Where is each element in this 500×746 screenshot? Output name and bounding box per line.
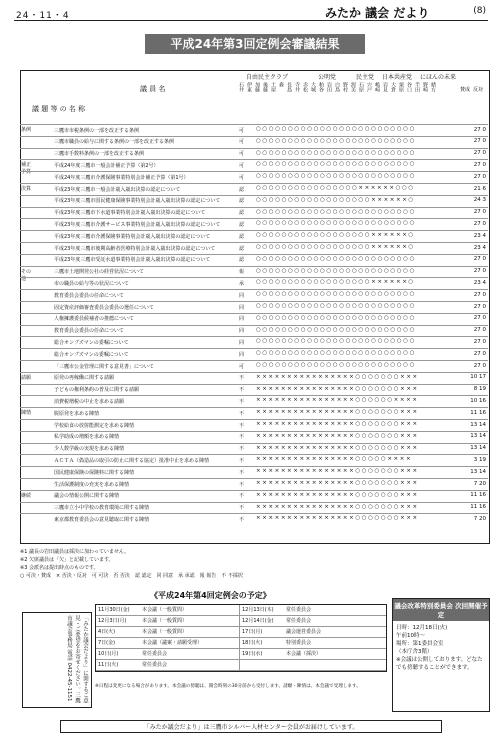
vote-tally: 27 0 xyxy=(473,315,486,322)
schedule-cell: 10日(月) xyxy=(98,651,119,657)
table-row xyxy=(20,419,488,431)
schedule-cell: 本会議（一般質問） xyxy=(140,627,240,637)
table-row xyxy=(20,478,488,490)
category-label: 陳情 xyxy=(21,410,32,417)
schedule-cell xyxy=(240,660,284,670)
legend xyxy=(20,548,488,580)
result-mark: 不 xyxy=(239,446,245,453)
result-mark: 同 xyxy=(239,292,245,299)
vote-marks: ○○○○○○○○○○○○○○○○○○××××××○ xyxy=(256,279,415,286)
result-mark: 不 xyxy=(239,434,245,441)
next-meeting-title: 議会改革特別委員会 次回開催予定 xyxy=(393,599,489,621)
vote-tally: 7 20 xyxy=(473,515,486,522)
agenda-item-name: 脱原発を求める陳情 xyxy=(54,410,100,417)
agenda-item-name: 平成23年度三鷹市後期高齢者医療特別会計歳入歳出決算の認定について xyxy=(54,245,216,252)
member-name: 粕谷 xyxy=(318,82,324,92)
member-name: 岩見 xyxy=(382,82,388,92)
member-name: 渥美 xyxy=(350,82,356,92)
member-name: 石井 xyxy=(238,82,244,92)
agenda-item-name: 原発の再稼働に関する請願 xyxy=(54,375,115,382)
next-meeting-line: ※会議は公開しております。どなたでも傍聴することができます。 xyxy=(396,657,483,671)
schedule-row xyxy=(96,605,386,616)
vote-tally: 7 20 xyxy=(473,480,486,487)
agenda-item-name: 三鷹市手数料条例の一部を改正する条例 xyxy=(54,151,145,158)
schedule-row xyxy=(96,627,386,638)
member-name: 宍戸 xyxy=(366,82,372,92)
agenda-item-name: 消費税増税の中止を求める請願 xyxy=(54,398,125,405)
agenda-item-name: 教育委員会委員の任命について xyxy=(54,292,124,299)
contact-box: 「みたか議会だより」に関するご意見・ご要望をお寄せください。三鷹市議会事務局 電話 0422-45-1151 xyxy=(22,612,92,708)
result-mark: 不 xyxy=(239,469,245,476)
result-mark: 可 xyxy=(239,139,245,146)
page-title: 平成24年第3回定例会審議結果 xyxy=(145,34,365,54)
vote-marks: ○○○○○○○○○○○○○○○○○○○○○○○○○ xyxy=(256,126,416,132)
result-mark: 認 xyxy=(239,198,245,205)
table-row xyxy=(20,195,488,207)
tally-label: 賛成 xyxy=(460,87,471,93)
table-row xyxy=(20,513,488,525)
result-mark: 同 xyxy=(239,328,245,335)
result-mark: 不 xyxy=(239,505,245,512)
vote-tally: 11 16 xyxy=(470,504,486,511)
agenda-item-name: 平成23年度三鷹市介護サービス事業特別会計歳入歳出決算の認定について xyxy=(54,221,221,228)
table-row xyxy=(20,289,488,301)
agenda-item-name: 平成23年度三鷹市国民健康保険事業特別会計歳入歳出決算の認定について xyxy=(54,198,221,205)
vote-tally: 10 17 xyxy=(470,374,486,381)
result-mark: 不 xyxy=(239,387,245,394)
agenda-item-name: 「三鷹市公金管理に関する意見書」について xyxy=(54,363,154,370)
party-label: にほんの未来 xyxy=(420,74,457,81)
legend-item: ○ 可決・賛成 × 否決・反対 可 可決 否 否決 認 認定 同 同意 承 承認 報 報告 不 不採択 xyxy=(20,573,243,579)
result-mark: 報 xyxy=(239,269,245,276)
vote-marks: ××××××××××××××××○○○○○○○××× xyxy=(256,373,419,380)
schedule-cell: 常任委員会 xyxy=(140,649,240,659)
vote-tally: 27 0 xyxy=(473,303,486,310)
page-number: (8) xyxy=(473,6,486,16)
legend-item: ※1 議長の岩田議員は採決に加わっていません。 xyxy=(20,549,130,555)
result-mark: 同 xyxy=(239,316,245,323)
vote-marks: ××××××××××××××××○○○○○×××× xyxy=(256,456,413,463)
vote-marks: ○○○○○○○○○○○○○○○○○○○○○○○○○ xyxy=(256,303,416,309)
vote-marks: ××××××××××××××××○○○○○○○××× xyxy=(256,491,419,498)
result-mark: 承 xyxy=(239,280,245,287)
vote-marks: ○○○○○○○○○○○○○○○○○○○○○○○○○ xyxy=(256,137,416,144)
agenda-item-name: 少人数学級の実現を求める陳情 xyxy=(54,446,125,453)
schedule-cell: 7日(金) xyxy=(98,640,116,646)
category-label: 補正予算 xyxy=(21,162,32,176)
vote-tally: 8 19 xyxy=(473,386,486,393)
vote-marks: ××××××××××××××××○○○○○○×××× xyxy=(256,397,419,404)
member-name: 寺井 xyxy=(294,82,300,92)
table-row xyxy=(20,454,488,466)
agenda-header: 議 題 等 の 名 称 xyxy=(32,105,86,113)
member-name: 大倉 xyxy=(390,82,396,92)
legend-item: ※2 欠席議員は「欠」と記載しています。 xyxy=(20,557,114,563)
result-mark: 不 xyxy=(239,398,245,405)
table-row xyxy=(20,171,488,183)
party-label: 日本共産党 xyxy=(382,74,413,81)
vote-marks: ○○○○○○○○○○○○○○○○○○××××××○ xyxy=(256,196,415,203)
agenda-item-name: 学校給食の放射能測定を求める陳情 xyxy=(54,422,135,429)
schedule-cell: 4日(火) xyxy=(98,629,116,635)
vote-marks: ××××××××××××××××○○○○○○○××× xyxy=(256,432,419,439)
table-row xyxy=(20,159,488,176)
agenda-item-name: 固定資産評価審査委員会委員の選任について xyxy=(54,304,154,311)
table-row xyxy=(20,124,488,136)
agenda-item-name: 平成24年度三鷹市一般会計補正予算（第2号） xyxy=(54,162,159,169)
vote-tally: 23 4 xyxy=(473,232,486,239)
schedule-table xyxy=(95,604,387,672)
vote-marks: ○○○○○○○○○○○○○○○○○○○○○○○○○ xyxy=(256,220,416,227)
schedule-cell: 17日(月) xyxy=(242,629,263,635)
agenda-item-name: 平成23年度三鷹市受託水道事業特別会計歳入歳出決算の認定について xyxy=(54,257,211,264)
table-row xyxy=(20,230,488,242)
vote-tally: 27 0 xyxy=(473,338,486,345)
vote-tally: 27 0 xyxy=(473,150,486,157)
next-meeting-box xyxy=(392,598,490,712)
vote-tally: 21 6 xyxy=(473,185,486,192)
result-mark: 可 xyxy=(239,127,245,134)
next-meeting-line: （本庁舎3階） xyxy=(396,649,433,655)
party-label: 公明党 xyxy=(318,74,337,81)
vote-marks: ○○○○○○○○○○○○○○○○○○○○○○○○○ xyxy=(256,350,416,357)
result-mark: 認 xyxy=(239,186,245,193)
party-label: 民主党 xyxy=(356,74,375,81)
agenda-item-name: 議会の情報公開に関する陳情 xyxy=(54,493,120,500)
category-label: 条例 xyxy=(21,127,32,133)
vote-tally: 24 3 xyxy=(473,197,486,204)
vote-marks: ○○○○○○○○○○○○○○○○○○○○○○○○○ xyxy=(256,326,416,333)
result-mark: 不 xyxy=(239,516,245,523)
schedule-row xyxy=(96,649,386,660)
vote-tally: 27 0 xyxy=(473,362,486,369)
agenda-item-name: 三鷹市立小中学校の教育環境に関する陳情 xyxy=(54,505,150,512)
legend-item: ※3 会派名は提出時点のものです。 xyxy=(20,565,99,571)
vote-marks: ××××××××××××××××○○○○○○○××× xyxy=(256,421,419,427)
table-row xyxy=(20,325,488,337)
schedule-row xyxy=(96,660,386,671)
table-row xyxy=(20,490,488,502)
member-name: 谷口 xyxy=(406,82,412,92)
vote-marks: ××××××××××××××××○○○○○○○××× xyxy=(256,480,419,486)
vote-marks: ××××××××××××××××○○○○○○○××× xyxy=(256,444,419,451)
members-header: 議 員 名 xyxy=(140,85,166,93)
schedule-title: 《平成24年第4回定例会の予定》 xyxy=(150,591,271,600)
table-row xyxy=(20,407,488,419)
schedule-cell: 11日(火) xyxy=(98,662,119,668)
category-label: その他 xyxy=(21,268,32,282)
vote-marks: ○○○○○○○○○○○○○○○○○○○○○○○○○ xyxy=(256,255,416,262)
member-columns xyxy=(236,82,466,122)
table-row xyxy=(20,242,488,254)
schedule-row xyxy=(96,638,386,649)
schedule-cell: 本会議（一般質問） xyxy=(140,605,240,615)
result-mark: 不 xyxy=(239,422,245,429)
agenda-item-name: ＡＣＴＡ（偽造品の取引の防止に関する協定）批准中止を求める陳情 xyxy=(54,457,210,464)
table-row xyxy=(20,301,488,313)
table-row xyxy=(20,372,488,384)
schedule-note: ※日程は変更になる場合があります。本会議の傍聴は、開会時刻の30分前から受付します。請願・陳情は、本会議で受理します。 xyxy=(95,684,361,689)
category-label: 決算 xyxy=(21,186,32,192)
vote-tally: 13 14 xyxy=(470,421,486,428)
vote-marks: ○○○○○○○○○○○○○○○○○○○○○○○○○ xyxy=(256,338,416,345)
vote-marks: ××××××××××××××××○○○○○○○××× xyxy=(256,503,419,510)
table-row xyxy=(20,313,488,325)
agenda-item-name: 総合オンブズマンの委嘱について xyxy=(54,351,129,358)
member-name: 土屋 xyxy=(270,82,276,92)
schedule-cell: 議会運営委員会 xyxy=(286,629,322,635)
vote-marks: ○○○○○○○○○○○○○○○○○○××××××○ xyxy=(256,232,415,239)
vote-marks: ○○○○○○○○○○○○○○○○○○××××××○ xyxy=(256,244,415,250)
table-row xyxy=(20,360,488,372)
vote-tally: 10 16 xyxy=(470,397,486,404)
member-name: 伊東 xyxy=(246,82,252,92)
schedule-cell: 18日(火) xyxy=(242,640,263,646)
result-mark: 不 xyxy=(239,481,245,488)
vote-marks: ○○○○○○○○○○○○○○○○○○○○○○○○○ xyxy=(256,173,416,180)
result-mark: 不 xyxy=(239,375,245,382)
vote-marks: ○○○○○○○○○○○○○○○○○○○○○○○○○ xyxy=(256,161,416,168)
newsletter-title: みたか 議会 だより xyxy=(325,6,430,20)
table-row xyxy=(20,254,488,266)
vote-tally: 27 0 xyxy=(473,350,486,357)
next-meeting-line: 場所：第1委員会室 xyxy=(396,641,444,647)
agenda-item-name: 三鷹市職員の給与に関する条例の一部を改正する条例 xyxy=(54,139,175,146)
result-mark: 可 xyxy=(239,363,245,370)
schedule-cell: 常任委員会 xyxy=(286,607,312,613)
member-name: 野崎 xyxy=(422,82,428,92)
agenda-item-name: 平成23年度三鷹市下水道事業特別会計歳入歳出決算の認定について xyxy=(54,210,206,217)
footer-note: 「みたか議会だより」は三鷹市シルバー人材センター会員がお届けしています。 xyxy=(60,720,442,733)
table-row xyxy=(20,384,488,396)
vote-tally: 27 0 xyxy=(473,220,486,227)
member-name: 白鳥 xyxy=(334,82,340,92)
agenda-item-name: 教育委員会委員の任命について xyxy=(54,328,124,335)
result-mark: 認 xyxy=(239,221,245,228)
vote-tally: 3 19 xyxy=(473,456,486,463)
vote-tally: 27 0 xyxy=(473,209,486,216)
schedule-cell: 19日(水) xyxy=(242,651,263,657)
table-row xyxy=(20,502,488,514)
schedule-cell: 常任委員会 xyxy=(140,660,240,670)
schedule-cell: 本会議（採決） xyxy=(286,651,322,657)
schedule-cell: 特別委員会 xyxy=(286,640,312,646)
result-mark: 不 xyxy=(239,410,245,417)
agenda-item-name: 人権擁護委員候補者の推薦について xyxy=(54,316,134,323)
schedule-row xyxy=(96,616,386,627)
table-header xyxy=(20,72,230,122)
table-row xyxy=(20,183,488,195)
agenda-item-name: 総合オンブズマンの委嘱について xyxy=(54,339,129,346)
result-mark: 可 xyxy=(239,151,245,158)
vote-marks: ○○○○○○○○○○○○○○○○○○○○○○○○○ xyxy=(256,362,416,368)
vote-tally: 13 14 xyxy=(470,445,486,452)
table-row xyxy=(20,277,488,289)
agenda-item-name: 生活保護制度の充実を求める陳情 xyxy=(54,481,130,488)
agenda-item-name: 平成23年度三鷹市一般会計歳入歳出決算の認定について xyxy=(54,186,181,193)
agenda-item-name: 平成24年度三鷹市介護保険事業特別会計補正予算（第1号） xyxy=(54,174,189,181)
vote-marks: ○○○○○○○○○○○○○○○○××××××○○○ xyxy=(256,185,415,191)
next-meeting-line: 午前10時〜 xyxy=(396,633,425,639)
table-row xyxy=(20,336,488,348)
vote-tally: 13 14 xyxy=(470,433,486,440)
vote-tally: 27 0 xyxy=(473,126,486,133)
agenda-item-name: 三鷹市市税条例の一部を改正する条例 xyxy=(54,127,140,134)
category-label: 請願 xyxy=(21,374,32,381)
vote-marks: ○○○○○○○○○○○○○○○○○○○○○○○○○ xyxy=(256,208,416,215)
agenda-item-name: 子どもの権利条約の普及に関する請願 xyxy=(54,387,140,394)
table-row xyxy=(20,148,488,160)
vote-tally: 27 0 xyxy=(473,138,486,145)
member-name: 赤松 xyxy=(302,82,308,92)
agenda-item-name: 私学助成の増額を求める陳情 xyxy=(54,434,120,441)
member-name: 長島 xyxy=(286,82,292,92)
next-meeting-line: 日時：12月18日(火) xyxy=(396,625,448,631)
vote-marks: ××××××××××××××××○○○○○○○××× xyxy=(256,468,419,475)
vote-tally: 27 0 xyxy=(473,256,486,263)
schedule-cell: 12月14日(金) xyxy=(242,618,274,624)
issue-date: 24・11・4 xyxy=(16,11,70,21)
member-name: 石原 xyxy=(358,82,364,92)
member-name: 緒方 xyxy=(430,82,436,92)
schedule-cell xyxy=(284,660,288,670)
member-name: 大城 xyxy=(310,82,316,92)
schedule-cell: 12月3日(月) xyxy=(98,618,127,624)
table-row xyxy=(20,395,488,407)
result-mark: 認 xyxy=(239,233,245,240)
vote-marks: ○○○○○○○○○○○○○○○○○○○○○○○○○ xyxy=(256,267,416,274)
vote-marks: ××××××××××××××××○○○○○○○××× xyxy=(256,409,419,416)
category-label: 継続 xyxy=(21,492,32,499)
table-row xyxy=(20,348,488,360)
member-name: 半田 xyxy=(414,82,420,92)
table-row xyxy=(20,136,488,148)
vote-marks: ××××××××××××××××○○○○○○○××× xyxy=(256,385,419,392)
table-row xyxy=(20,431,488,443)
vote-tally: 27 0 xyxy=(473,161,486,168)
schedule-cell: 12月13日(木) xyxy=(242,607,274,613)
member-name: 加藤 xyxy=(254,82,260,92)
vote-tally: 11 16 xyxy=(470,492,486,499)
result-mark: 不 xyxy=(239,493,245,500)
agenda-item-name: 三鷹市土地開発公社の経営状況について xyxy=(54,269,144,276)
vote-tally: 27 0 xyxy=(473,268,486,275)
table-row xyxy=(20,466,488,478)
agenda-item-name: 平成23年度三鷹市介護保険事業特別会計歳入歳出決算の認定について xyxy=(54,233,211,240)
member-name: 後藤 xyxy=(262,82,268,92)
schedule-cell: 常任委員会 xyxy=(286,618,312,624)
result-mark: 同 xyxy=(239,351,245,358)
vote-tally: 13 14 xyxy=(470,468,486,475)
agenda-item-name: 東京都教育委員会の意見聴取に関する陳情 xyxy=(54,516,150,523)
result-mark: 可 xyxy=(239,174,245,181)
party-label: 自由民主クラブ xyxy=(246,74,289,81)
table-row xyxy=(20,443,488,455)
table-row xyxy=(20,207,488,219)
agenda-item-name: 国民健康保険の保険料に関する陳情 xyxy=(54,469,135,476)
table-row xyxy=(20,218,488,230)
table-row xyxy=(20,266,488,282)
result-mark: 同 xyxy=(239,339,245,346)
vote-marks: ○○○○○○○○○○○○○○○○○○○○○○○○○ xyxy=(256,291,416,298)
member-name: 嶋崎 xyxy=(374,82,380,92)
vote-tally: 23 4 xyxy=(473,244,486,251)
result-mark: 同 xyxy=(239,304,245,311)
schedule-cell: 11月30日(金) xyxy=(98,607,130,613)
result-mark: 認 xyxy=(239,257,245,264)
vote-tally: 27 0 xyxy=(473,291,486,298)
member-name: 森 xyxy=(278,82,284,87)
result-mark: 認 xyxy=(239,210,245,217)
agenda-item-name: 市の職員の給与等の状況について xyxy=(54,280,129,287)
member-name: 岩田 xyxy=(326,82,332,92)
vote-tally: 27 0 xyxy=(473,327,486,334)
vote-tally: 27 0 xyxy=(473,173,486,180)
member-name: 野村 xyxy=(342,82,348,92)
vote-marks: ××××××××××××××××○○○○○○○××× xyxy=(256,515,419,522)
result-mark: 認 xyxy=(239,245,245,252)
result-mark: 可 xyxy=(239,162,245,169)
member-name: 栗原 xyxy=(398,82,404,92)
tally-label: 反対 xyxy=(473,87,484,93)
vote-tally: 11 16 xyxy=(470,409,486,416)
result-mark: 不 xyxy=(239,457,245,464)
vote-tally: 23 4 xyxy=(473,279,486,286)
vote-marks: ○○○○○○○○○○○○○○○○○○○○○○○○○ xyxy=(256,149,416,156)
schedule-cell: 本会議（一般質問） xyxy=(140,616,240,626)
schedule-cell: 本会議（議案・請願受理） xyxy=(140,638,240,648)
vote-marks: ○○○○○○○○○○○○○○○○○○○○○○○○○ xyxy=(256,314,416,321)
